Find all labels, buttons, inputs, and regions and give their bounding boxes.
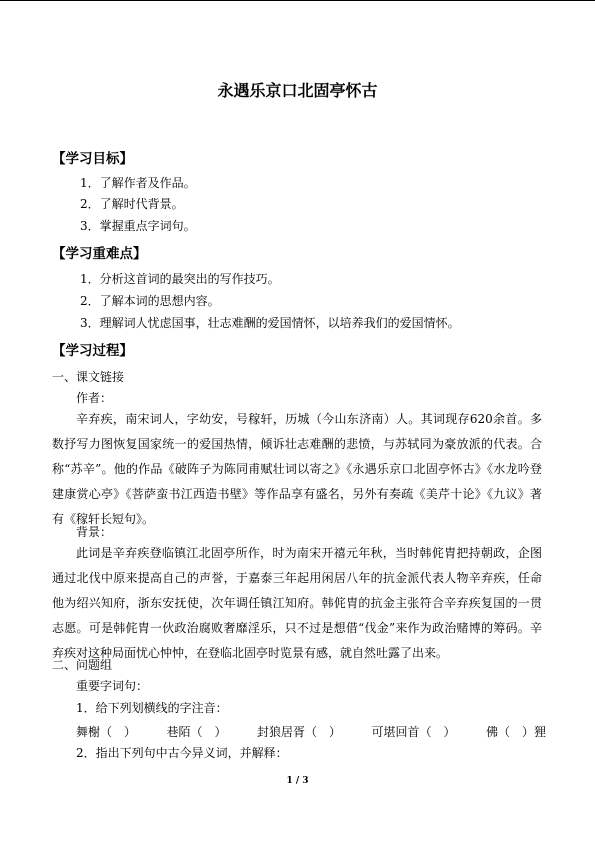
heading-learning-process: 【学习过程】 xyxy=(52,343,133,359)
pinyin-exercise-row xyxy=(76,723,546,740)
background-label: 背景： xyxy=(76,525,113,539)
header-rule xyxy=(0,0,595,1)
question-2: 2．指出下列句中古今异义词，并解释： xyxy=(76,746,288,760)
pinyin-item: 可堪回首（ ） xyxy=(371,725,456,739)
author-paragraph: 辛弃疾，南宋词人，字幼安，号稼轩，历城（今山东济南）人。其词现存620余首。多数抒写力图恢复国家统一的爱国热情，倾诉壮志难酬的悲愤，与苏轼同为豪放派的代表。合称“苏辛”。他的作品《破阵子为陈同甫赋壮词以寄之》《永遇乐京口北固亭怀古》《水龙吟登建康赏心亭》《菩萨蛮书江西造书壁》等作品享有盛名，另外有奏疏《美芹十论》《九议》著有《稼轩长短句》。 xyxy=(52,412,542,526)
heading-key-points: 【学习重难点】 xyxy=(52,246,147,262)
goal-item-3: 3．掌握重点字词句。 xyxy=(80,219,196,233)
part1-heading: 一、课文链接 xyxy=(52,370,125,384)
keypoint-item-2: 2．了解本词的思想内容。 xyxy=(80,294,220,308)
pinyin-item: 舞榭（ ） xyxy=(76,725,137,739)
pinyin-item: 佛（ ）狸 xyxy=(485,725,546,739)
keypoint-item-1: 1．分析这首词的最突出的写作技巧。 xyxy=(80,272,280,286)
heading-learning-goals: 【学习目标】 xyxy=(52,151,133,167)
goal-item-2: 2．了解时代背景。 xyxy=(80,197,184,211)
keypoint-item-3: 3．理解词人忧虑国事，壮志难酬的爱国情怀，以培养我们的爱国情怀。 xyxy=(80,316,460,330)
keywords-subheading: 重要字词句： xyxy=(76,679,149,693)
pinyin-item: 封狼居胥（ ） xyxy=(256,725,341,739)
author-label: 作者： xyxy=(76,391,113,405)
pinyin-item: 巷陌（ ） xyxy=(166,725,227,739)
part2-heading: 二、问题组 xyxy=(52,658,113,672)
goal-item-1: 1．了解作者及作品。 xyxy=(80,176,196,190)
question-1: 1．给下列划横线的字注音： xyxy=(76,701,228,715)
page-number: 1 / 3 xyxy=(286,776,309,786)
page-title: 永遇乐京口北固亭怀古 xyxy=(217,81,378,100)
background-paragraph: 此词是辛弃疾登临镇江北固亭所作，时为南宋开禧元年秋，当时韩侂胄把持朝政，企图通过北伐中原来提高自己的声誉，于嘉泰三年起用闲居八年的抗金派代表人物辛弃疾，任命他为绍兴知府，浙东安抚使，次年调任镇江知府。韩侂胄的抗金主张符合辛弃疾复国的一贯志愿。可是韩侂胄一伙政治腐败奢靡淫乐，只不过是想借“伐金”来作为政治赌博的筹码。辛弃疾对这种局面忧心忡忡，在登临北固亭时览景有感，就自然吐露了出来。 xyxy=(52,546,542,660)
